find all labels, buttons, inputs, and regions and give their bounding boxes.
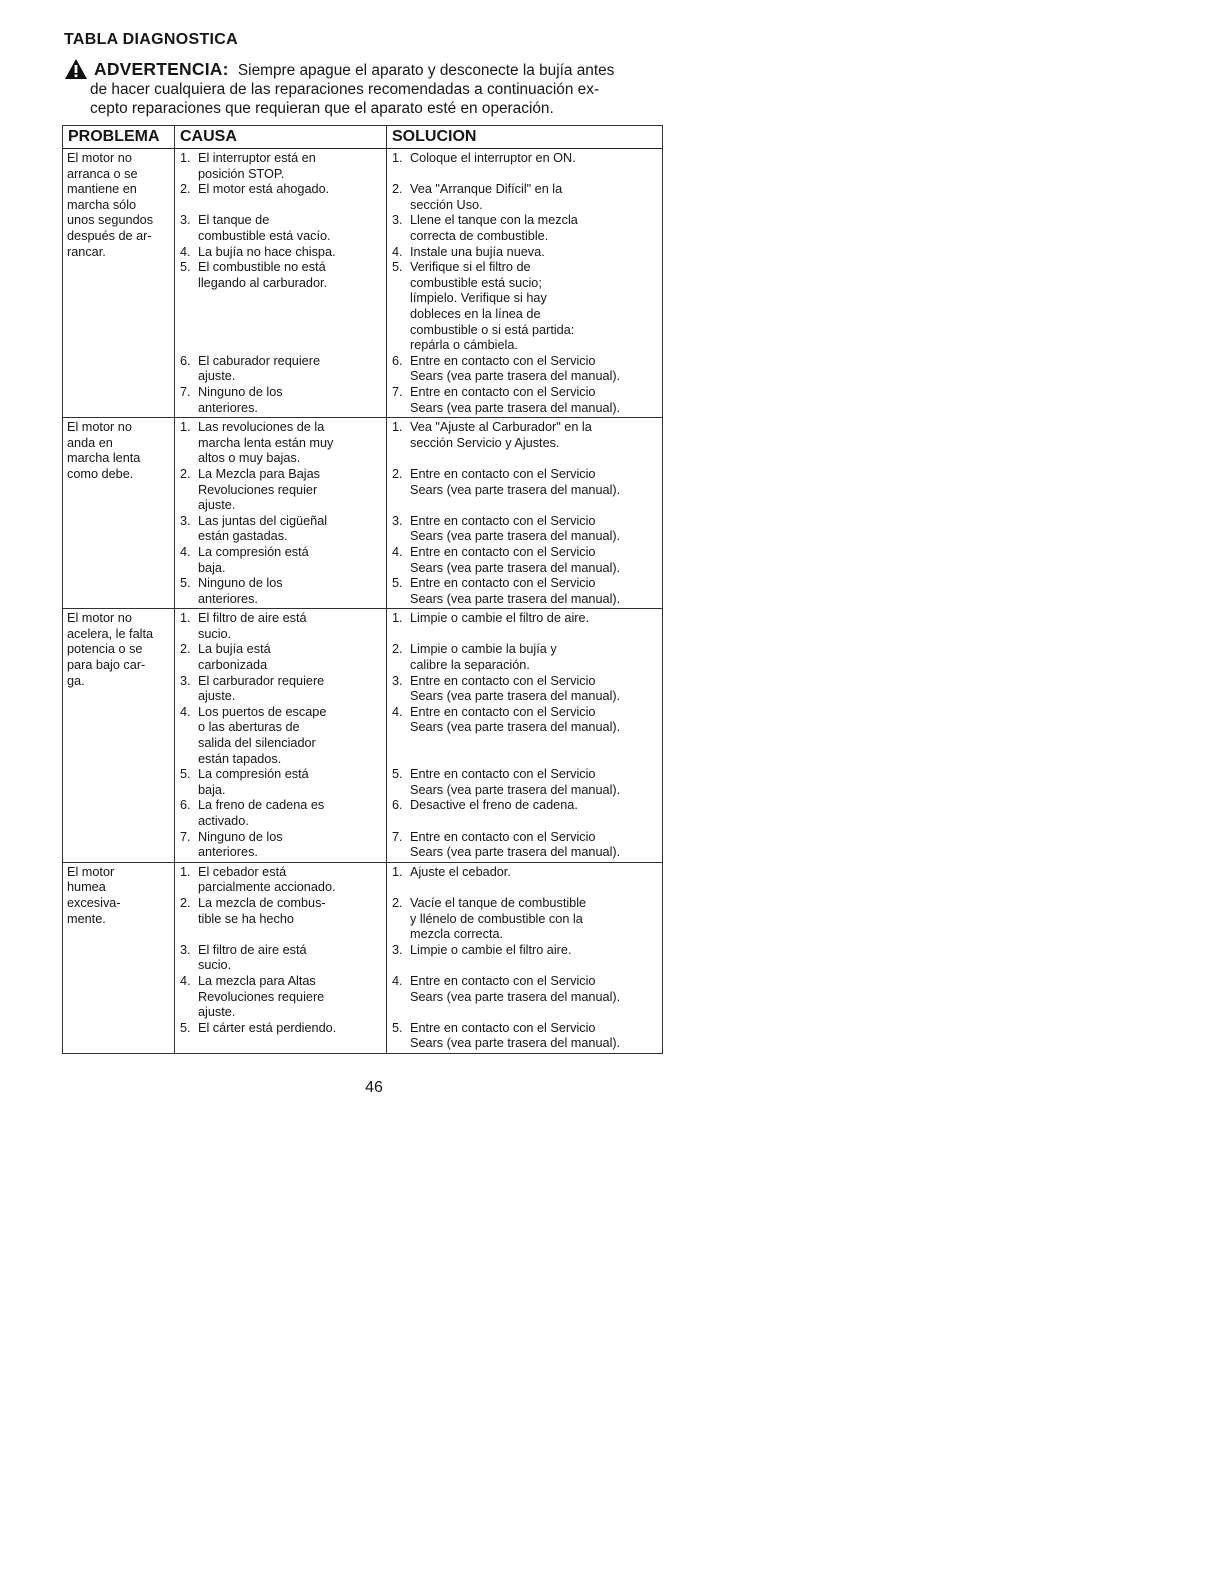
- cause-number: 3.: [180, 513, 191, 528]
- cause-item: [177, 420, 386, 467]
- cause-item: [177, 354, 386, 385]
- cause-number: 2.: [180, 642, 191, 657]
- cause-number: 2.: [180, 182, 191, 197]
- solution-item: [389, 260, 662, 354]
- solution-number: 6.: [392, 353, 403, 368]
- cause-number: 1.: [180, 864, 191, 879]
- solution-number: 6.: [392, 798, 403, 813]
- solution-number: 2.: [392, 895, 403, 910]
- cause-item: [177, 674, 386, 705]
- cause-text: Las juntas del cigüeñal están gastadas.: [198, 513, 328, 544]
- page-number: 46: [365, 1079, 383, 1096]
- warning-text-line2: de hacer cualquiera de las reparaciones recomendadas a continuación ex-: [90, 81, 600, 98]
- solution-number: 5.: [392, 260, 403, 275]
- solution-number: 3.: [392, 673, 403, 688]
- cause-item: [177, 1021, 386, 1052]
- cause-text: El interruptor está en posición STOP.: [198, 151, 316, 181]
- solution-text: Entre en contacto con el Servicio Sears (vea parte trasera del manual).: [410, 353, 621, 384]
- diagnostic-table: [62, 125, 663, 1054]
- cause-text: El motor está ahogado.: [198, 182, 330, 197]
- cause-number: 5.: [180, 576, 191, 591]
- solution-item: [389, 830, 662, 861]
- solution-cell: [387, 149, 663, 418]
- cause-item: [177, 151, 386, 182]
- solution-number: 5.: [392, 767, 403, 782]
- cause-number: 4.: [180, 544, 191, 559]
- cause-item: [177, 830, 386, 861]
- solution-item: [389, 798, 662, 829]
- cause-item: [177, 767, 386, 798]
- solution-item: [389, 974, 662, 1021]
- cause-number: 5.: [180, 260, 191, 275]
- page-title: TABLA DIAGNOSTICA: [64, 31, 238, 48]
- table-row: [63, 862, 663, 1053]
- solution-item: [389, 865, 662, 896]
- solution-text: Ajuste el cebador.: [410, 864, 511, 879]
- header-causa: CAUSA: [175, 126, 387, 149]
- solution-item: [389, 767, 662, 798]
- cause-text: La mezcla de combus- tible se ha hecho: [198, 895, 326, 926]
- solution-cell: [387, 609, 663, 863]
- cause-item: [177, 896, 386, 943]
- cause-item: [177, 213, 386, 244]
- solution-number: 1.: [392, 420, 403, 435]
- solution-item: [389, 467, 662, 514]
- solution-item: [389, 420, 662, 467]
- cause-number: 3.: [180, 673, 191, 688]
- header-solucion: SOLUCION: [387, 126, 663, 149]
- solution-item: [389, 705, 662, 767]
- cause-text: Los puertos de escape o las aberturas de salida del silenciador están tapados.: [198, 704, 327, 766]
- cause-number: 2.: [180, 466, 191, 481]
- cause-number: 5.: [180, 1020, 191, 1035]
- solution-text: Instale una bujía nueva.: [410, 244, 545, 259]
- warning-text-line3: cepto reparaciones que requieran que el aparato esté en operación.: [90, 100, 554, 117]
- solution-item: [389, 896, 662, 943]
- cause-item: [177, 865, 386, 896]
- cause-text: El tanque de combustible está vacío.: [198, 213, 331, 243]
- solution-item: [389, 354, 662, 385]
- solution-number: 4.: [392, 704, 403, 719]
- cause-number: 1.: [180, 151, 191, 165]
- solution-number: 7.: [392, 829, 403, 844]
- solution-number: 3.: [392, 513, 403, 528]
- solution-text: Llene el tanque con la mezcla correcta de combustible.: [410, 213, 578, 243]
- cause-item: [177, 705, 386, 767]
- cause-text: El combustible no está llegando al carburador.: [198, 260, 328, 290]
- cause-item: [177, 576, 386, 607]
- solution-item: [389, 1021, 662, 1052]
- cause-item: [177, 974, 386, 1021]
- problem-text: El motor no anda en marcha lenta como debe.: [67, 420, 141, 481]
- cause-cell: [175, 418, 387, 609]
- solution-text: Vacíe el tanque de combustible y llénelo de combustible con la mezcla correcta.: [410, 895, 587, 942]
- cause-number: 3.: [180, 213, 191, 228]
- solution-number: 2.: [392, 642, 403, 657]
- solution-item: [389, 245, 662, 261]
- cause-item: [177, 385, 386, 416]
- solution-text: Desactive el freno de cadena.: [410, 798, 578, 813]
- solution-cell: [387, 418, 663, 609]
- cause-number: 7.: [180, 829, 191, 844]
- cause-item: [177, 798, 386, 829]
- table-row: [63, 149, 663, 418]
- solution-item: [389, 943, 662, 974]
- cause-item: [177, 943, 386, 974]
- cause-text: La compresión está baja.: [198, 544, 309, 575]
- solution-number: 1.: [392, 151, 403, 165]
- cause-cell: [175, 609, 387, 863]
- cause-item: [177, 260, 386, 354]
- solution-text: Entre en contacto con el Servicio Sears (vea parte trasera del manual).: [410, 673, 621, 704]
- cause-text: El caburador requiere ajuste.: [198, 353, 321, 384]
- solution-number: 3.: [392, 942, 403, 957]
- cause-cell: [175, 862, 387, 1053]
- solution-item: [389, 182, 662, 213]
- cause-text: El filtro de aire está sucio.: [198, 611, 307, 641]
- cause-number: 1.: [180, 420, 191, 435]
- problem-text: El motor no acelera, le falta potencia o se para bajo car- ga.: [67, 611, 154, 688]
- solution-item: [389, 545, 662, 576]
- cause-text: Ninguno de los anteriores.: [198, 829, 283, 860]
- cause-text: La Mezcla para Bajas Revoluciones requier ajuste.: [198, 466, 321, 513]
- solution-text: Entre en contacto con el Servicio Sears (vea parte trasera del manual).: [410, 767, 621, 797]
- cause-number: 4.: [180, 244, 191, 259]
- cause-item: [177, 514, 386, 545]
- cause-text: El filtro de aire está sucio.: [198, 942, 307, 973]
- cause-text: El cebador está parcialmente accionado.: [198, 864, 336, 895]
- cause-item: [177, 467, 386, 514]
- solution-text: Limpie o cambie la bujía y calibre la separación.: [410, 642, 557, 673]
- solution-text: Limpie o cambie el filtro aire.: [410, 942, 572, 957]
- solution-number: 7.: [392, 384, 403, 399]
- solution-number: 1.: [392, 864, 403, 879]
- solution-text: Entre en contacto con el Servicio Sears (vea parte trasera del manual).: [410, 829, 621, 860]
- solution-number: 4.: [392, 973, 403, 988]
- solution-number: 3.: [392, 213, 403, 228]
- solution-text: Limpie o cambie el filtro de aire.: [410, 611, 590, 626]
- cause-number: 2.: [180, 895, 191, 910]
- solution-cell: [387, 862, 663, 1053]
- cause-number: 3.: [180, 942, 191, 957]
- solution-number: 5.: [392, 576, 403, 591]
- solution-text: Vea "Ajuste al Carburador" en la sección Servicio y Ajustes.: [410, 420, 592, 450]
- cause-text: La mezcla para Altas Revoluciones requiere ajuste.: [198, 973, 325, 1020]
- problem-text: El motor no arranca o se mantiene en marcha sólo unos segundos después de ar- rancar.: [67, 151, 154, 259]
- solution-item: [389, 642, 662, 673]
- solution-item: [389, 674, 662, 705]
- cause-text: Ninguno de los anteriores.: [198, 576, 283, 606]
- cause-text: La freno de cadena es activado.: [198, 798, 325, 829]
- solution-text: Entre en contacto con el Servicio Sears (vea parte trasera del manual).: [410, 576, 621, 606]
- cause-text: Ninguno de los anteriores.: [198, 384, 283, 415]
- solution-text: Coloque el interruptor en ON.: [410, 151, 576, 165]
- problem-cell: [63, 862, 175, 1053]
- solution-item: [389, 611, 662, 642]
- solution-item: [389, 213, 662, 244]
- solution-text: Entre en contacto con el Servicio Sears (vea parte trasera del manual).: [410, 384, 621, 415]
- solution-number: 2.: [392, 182, 403, 197]
- table-row: [63, 418, 663, 609]
- cause-number: 1.: [180, 611, 191, 626]
- warning-label: ADVERTENCIA:: [94, 59, 229, 79]
- solution-text: Entre en contacto con el Servicio Sears (vea parte trasera del manual).: [410, 513, 621, 544]
- solution-text: Entre en contacto con el Servicio Sears (vea parte trasera del manual).: [410, 544, 621, 575]
- problem-cell: [63, 418, 175, 609]
- cause-text: Las revoluciones de la marcha lenta están muy altos o muy bajas.: [198, 420, 334, 466]
- solution-number: 1.: [392, 611, 403, 626]
- cause-text: La compresión está baja.: [198, 767, 309, 797]
- solution-text: Verifique si el filtro de combustible está sucio; límpielo. Verifique si hay dobleces en la línea de combustible o si está partida: repárla o cámbiela.: [410, 260, 575, 353]
- solution-text: Entre en contacto con el Servicio Sears (vea parte trasera del manual).: [410, 466, 621, 497]
- header-problema: PROBLEMA: [63, 126, 175, 149]
- cause-item: [177, 611, 386, 642]
- cause-item: [177, 245, 386, 261]
- cause-text: La bujía está carbonizada: [198, 642, 271, 673]
- solution-item: [389, 385, 662, 416]
- problem-text: El motor humea excesiva- mente.: [67, 864, 121, 926]
- cause-number: 6.: [180, 798, 191, 813]
- cause-item: [177, 642, 386, 673]
- cause-item: [177, 545, 386, 576]
- warning-icon: [64, 58, 88, 80]
- cause-number: 4.: [180, 704, 191, 719]
- solution-number: 4.: [392, 244, 403, 259]
- table-row: [63, 609, 663, 863]
- solution-text: Entre en contacto con el Servicio Sears (vea parte trasera del manual).: [410, 1020, 621, 1051]
- problem-cell: [63, 609, 175, 863]
- cause-number: 7.: [180, 384, 191, 399]
- warning-block: [64, 60, 664, 118]
- problem-cell: [63, 149, 175, 418]
- cause-cell: [175, 149, 387, 418]
- solution-number: 2.: [392, 466, 403, 481]
- solution-text: Vea "Arranque Difícil" en la sección Uso.: [410, 182, 563, 212]
- cause-text: El cárter está perdiendo.: [198, 1020, 337, 1035]
- solution-text: Entre en contacto con el Servicio Sears (vea parte trasera del manual).: [410, 973, 621, 1004]
- solution-text: Entre en contacto con el Servicio Sears (vea parte trasera del manual).: [410, 704, 621, 735]
- cause-text: El carburador requiere ajuste.: [198, 673, 325, 704]
- cause-text: La bujía no hace chispa.: [198, 244, 336, 259]
- solution-item: [389, 514, 662, 545]
- cause-item: [177, 182, 386, 213]
- cause-number: 5.: [180, 767, 191, 782]
- cause-number: 6.: [180, 353, 191, 368]
- solution-number: 4.: [392, 544, 403, 559]
- solution-item: [389, 151, 662, 182]
- warning-text-line1: Siempre apague el aparato y desconecte la bujía antes: [237, 62, 615, 79]
- cause-number: 4.: [180, 973, 191, 988]
- solution-number: 5.: [392, 1020, 403, 1035]
- solution-item: [389, 576, 662, 607]
